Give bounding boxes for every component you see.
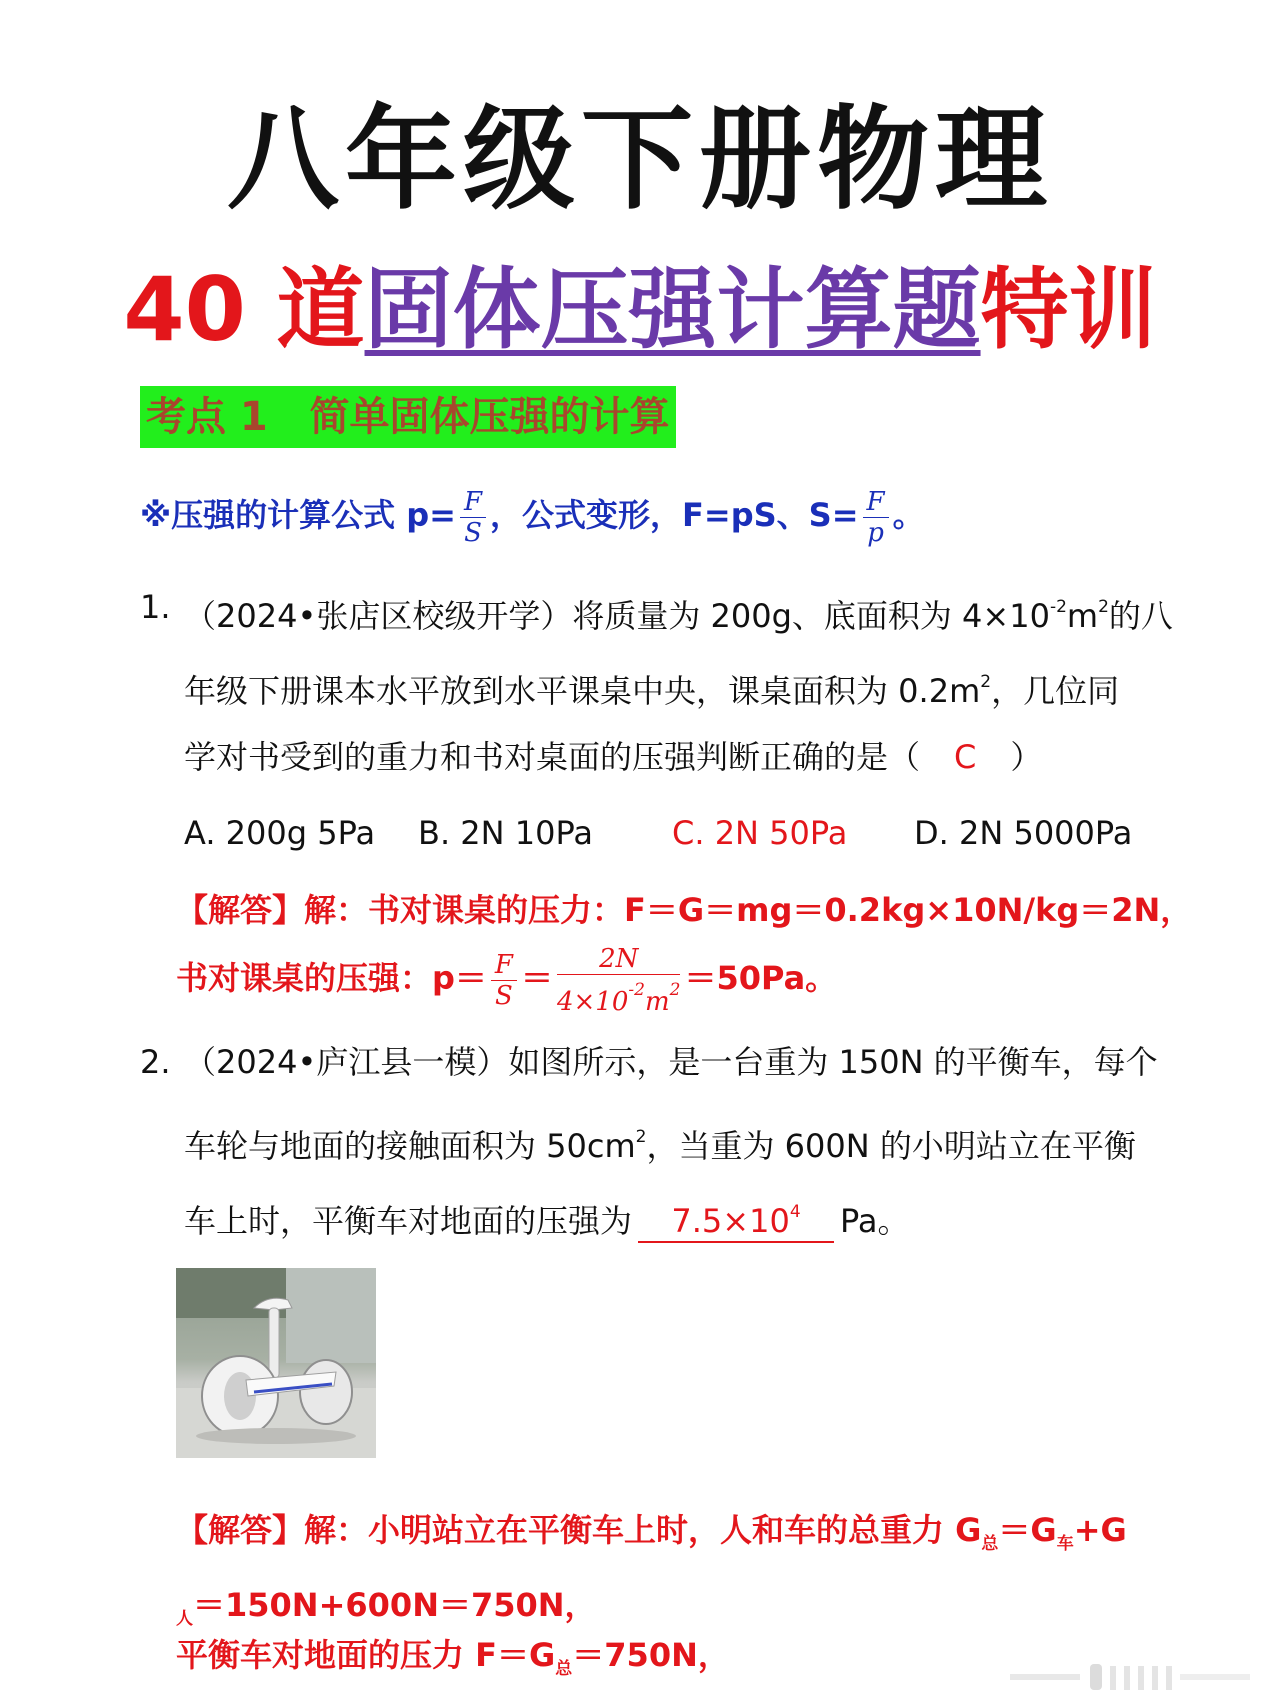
question-1-line-2 — [184, 645, 1119, 729]
solution-equals: ＝ — [520, 959, 553, 997]
question-1-solution-line-2 — [176, 936, 837, 1020]
option-b: B. 2N 10Pa — [418, 814, 593, 852]
q2-unit: Pa。 — [840, 1202, 910, 1240]
option-a: A. 200g 5Pa — [184, 814, 376, 852]
q2-text: 车上时，平衡车对地面的压强为 — [184, 1202, 633, 1240]
section-label: 考点 1 简单固体压强的计算 — [140, 386, 676, 448]
question-1-line-3 — [184, 720, 1042, 795]
q1-bracket-close: ） — [1010, 738, 1043, 776]
page-subtitle — [0, 240, 1280, 366]
question-1-solution-line-1: 【解答】解：书对课桌的压力：F＝G＝mg＝0.2kg×10N/kg＝2N， — [176, 891, 1193, 929]
question-2-solution-line-3 — [176, 1618, 730, 1707]
fraction-numerator: 2N — [557, 944, 680, 975]
q1-unit-power: 2 — [1098, 597, 1109, 617]
fraction-numerator: F — [863, 487, 889, 518]
option-c-correct: C. 2N 50Pa — [672, 814, 848, 852]
q1-unit: m — [1066, 597, 1099, 635]
solution-text: 书对课桌的压强：p＝ — [176, 959, 487, 997]
fraction-numerator: F — [460, 487, 486, 518]
solution-text: 【解答】解：小明站立在平衡车上时，人和车的总重力 G — [176, 1511, 982, 1549]
question-2-line-1: （2024•庐江县一模）如图所示，是一台重为 150N 的平衡车，每个 — [184, 1043, 1158, 1081]
q2-unit-power: 2 — [635, 1127, 647, 1147]
balance-scooter-illustration — [176, 1268, 376, 1458]
q1-exponent: -2 — [1049, 597, 1067, 617]
solution-text: ＝750N， — [572, 1636, 730, 1674]
fraction-denominator: S — [495, 980, 513, 1011]
page-title: 八年级下册物理 — [227, 95, 1053, 225]
q1-text-end: 的八 — [1108, 597, 1173, 635]
formula-fraction-1 — [460, 487, 486, 548]
option-d: D. 2N 5000Pa — [914, 814, 1133, 852]
balance-scooter-photo — [176, 1268, 376, 1458]
q2-text: 车轮与地面的接触面积为 50cm — [184, 1127, 636, 1165]
q1-unit-power: 2 — [980, 672, 992, 692]
solution-text: ＝150N+600N＝750N， — [193, 1586, 597, 1624]
denominator-exponent: -2 — [628, 979, 645, 1000]
subtitle-prefix: 40 道 — [123, 258, 365, 361]
q1-text: （2024•张店区校级开学）将质量为 200g、底面积为 4×10 — [184, 597, 1050, 635]
denominator-unit: m — [644, 986, 670, 1017]
question-2-line-3 — [184, 1175, 910, 1259]
formula-fraction-2 — [863, 487, 889, 548]
watermark-bars — [1010, 1662, 1260, 1692]
q2-answer: 7.5×10 — [671, 1202, 790, 1240]
fraction-denominator: p — [867, 517, 884, 548]
subscript-total: 总 — [981, 1534, 999, 1554]
fraction-denominator: S — [464, 517, 482, 548]
q2-answer-exponent: 4 — [789, 1202, 801, 1222]
subscript-total: 总 — [555, 1659, 573, 1679]
q1-text-end: ，几位同 — [991, 672, 1120, 710]
fraction-numerator: F — [491, 950, 517, 981]
question-1-number: 1. — [140, 588, 171, 626]
q1-text: 年级下册课本水平放到水平课桌中央，课桌面积为 0.2m — [184, 672, 981, 710]
formula-mid: ，公式变形，F=pS、S= — [490, 496, 859, 534]
subscript-person: 人 — [176, 1609, 193, 1629]
formula-lead: ※压强的计算公式 p= — [140, 496, 456, 534]
solution-text: 平衡车对地面的压力 F＝G — [176, 1636, 556, 1674]
q1-text: 学对书受到的重力和书对桌面的压强判断正确的是（ — [184, 738, 921, 776]
answer-underline — [638, 1241, 834, 1243]
solution-fraction-1 — [491, 950, 517, 1011]
q2-answer-blank — [638, 1175, 834, 1259]
question-1-line-1 — [184, 570, 1173, 654]
question-2-line-2 — [184, 1100, 1136, 1184]
subtitle-topic: 固体压强计算题 — [364, 258, 981, 361]
subtitle-suffix: 特训 — [980, 258, 1157, 361]
solution-result: ＝50Pa。 — [684, 959, 838, 997]
solution-fraction-2 — [557, 944, 680, 1017]
q2-text-end: ，当重为 600N 的小明站立在平衡 — [646, 1127, 1136, 1165]
subscript-car: 车 — [1056, 1534, 1074, 1554]
solution-text: +G — [1073, 1511, 1127, 1549]
fraction-denominator — [557, 975, 680, 1017]
formula-tail: 。 — [892, 496, 925, 534]
solution-text: ＝G — [998, 1511, 1057, 1549]
formula-note — [140, 470, 925, 560]
denominator-base: 4×10 — [556, 986, 629, 1017]
q1-answer: C — [954, 738, 977, 776]
question-2-number: 2. — [140, 1043, 171, 1081]
question-1-options — [184, 796, 1144, 871]
denominator-unit-power: 2 — [669, 979, 681, 1000]
